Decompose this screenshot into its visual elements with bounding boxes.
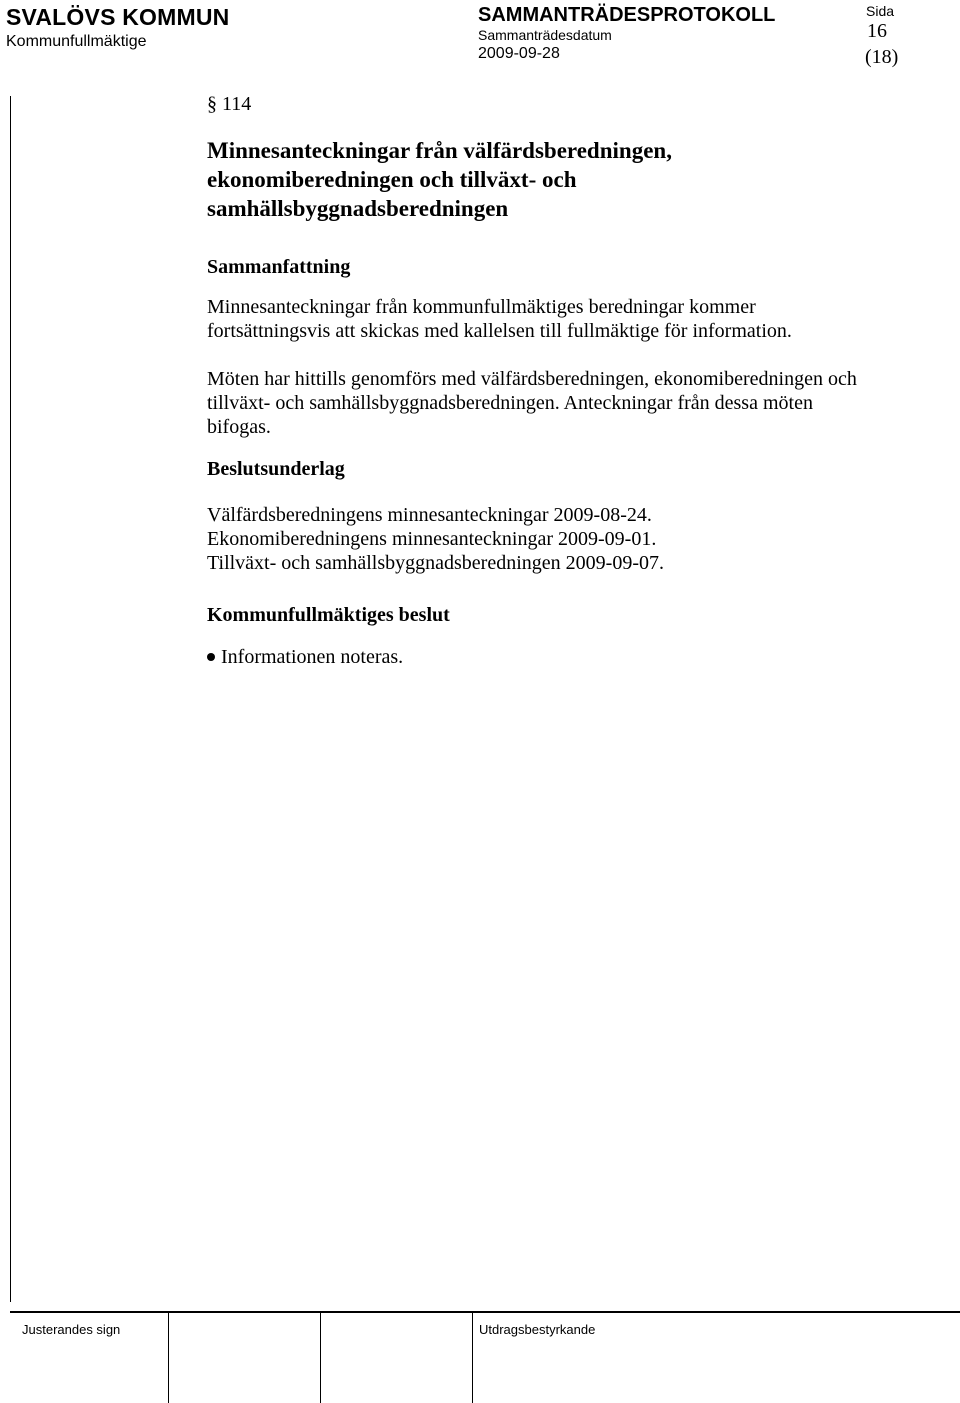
title-line: ekonomiberedningen och tillväxt- och	[207, 167, 577, 192]
basis-item: Tillväxt- och samhällsbyggnadsberedningen 2009-09-07.	[207, 552, 664, 574]
text-line: Minnesanteckningar från kommunfullmäktiges beredningar kommer	[207, 296, 756, 318]
footer-divider	[320, 1313, 321, 1403]
footer-divider	[472, 1313, 473, 1403]
summary-paragraph	[207, 295, 927, 343]
page-label: Sida	[866, 3, 895, 19]
org-name: SVALÖVS KOMMUN	[6, 4, 230, 30]
title-line: Minnesanteckningar från välfärdsberedningen,	[207, 138, 672, 163]
paragraph-number: § 114	[207, 93, 252, 115]
title-line: samhällsbyggnadsberedningen	[207, 196, 509, 221]
document-body	[207, 92, 927, 669]
footer-divider	[168, 1313, 169, 1403]
summary-heading: Sammanfattning	[207, 256, 351, 278]
certification-label: Utdragsbestyrkande	[479, 1322, 596, 1337]
footer-rule	[10, 1311, 960, 1313]
meeting-date: 2009-09-28	[478, 45, 560, 62]
basis-list	[207, 503, 927, 575]
page-total: (18)	[865, 46, 899, 68]
signature-label: Justerandes sign	[22, 1322, 121, 1337]
text-line: tillväxt- och samhällsbyggnadsberedningen. Anteckningar från dessa möten	[207, 392, 813, 414]
org-unit: Kommunfullmäktige	[6, 33, 147, 50]
text-line: bifogas.	[207, 416, 271, 438]
left-margin-rule	[10, 96, 11, 1302]
decision-text: Informationen noteras.	[221, 646, 404, 668]
text-line: Möten har hittills genomförs med välfärdsberedningen, ekonomiberedningen och	[207, 368, 857, 390]
basis-item: Ekonomiberedningens minnesanteckningar 2009-09-01.	[207, 528, 657, 550]
meeting-date-label: Sammanträdesdatum	[478, 27, 612, 43]
document-type: SAMMANTRÄDESPROTOKOLL	[478, 4, 776, 26]
basis-item: Välfärdsberedningens minnesanteckningar 2009-08-24.	[207, 504, 652, 526]
decision-heading: Kommunfullmäktiges beslut	[207, 604, 450, 626]
bullet-icon	[207, 653, 215, 661]
page-number: 16	[867, 20, 887, 42]
text-line: fortsättningsvis att skickas med kallelsen till fullmäktige för information.	[207, 320, 792, 342]
decision-item	[207, 645, 927, 669]
item-title	[207, 136, 927, 223]
summary-paragraph	[207, 367, 927, 439]
basis-heading: Beslutsunderlag	[207, 458, 345, 480]
